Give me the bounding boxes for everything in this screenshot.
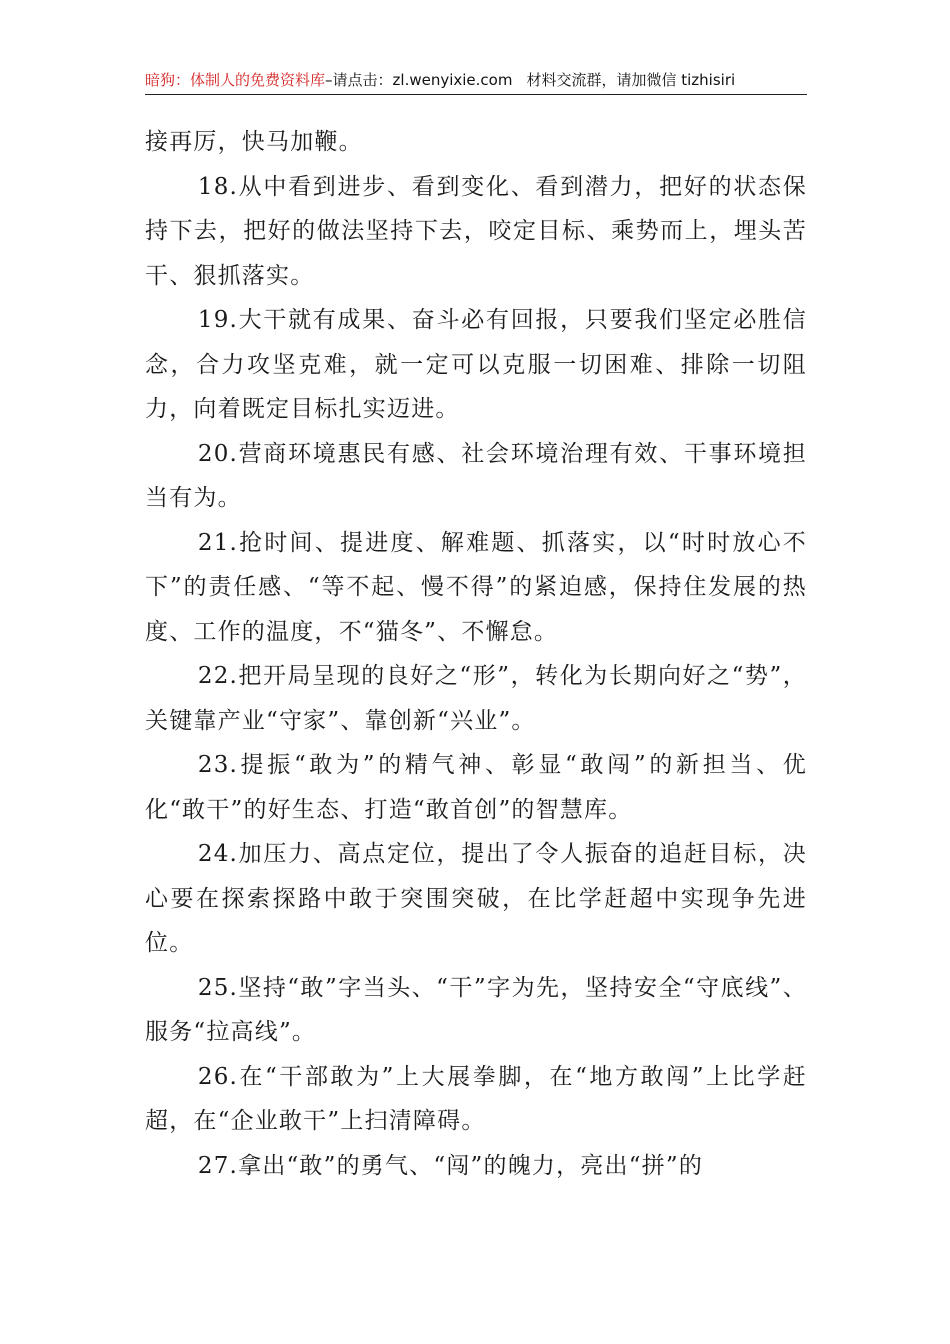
- header-click-prompt: –请点击：: [325, 71, 393, 89]
- list-item-19: 19.大干就有成果、奋斗必有回报，只要我们坚定必胜信念，合力攻坚克难，就一定可以克服一切困难、排除一切阻力，向着既定目标扎实迈进。: [145, 307, 807, 422]
- list-item-26: 26.在“干部敢为”上大展拳脚，在“地方敢闯”上比学赶超，在“企业敢干”上扫清障碍。: [145, 1063, 807, 1134]
- document-body: [145, 120, 807, 1188]
- list-item-23: 23.提振“敢为”的精气神、彰显“敢闯”的新担当、优化“敢干”的好生态、打造“敢首创”的智慧库。: [145, 752, 807, 823]
- list-item-21: 21.抢时间、提进度、解难题、抓落实，以“时时放心不下”的责任感、“等不起、慢不得”的紧迫感，保持住发展的热度、工作的温度，不“猫冬”、不懈怠。: [145, 529, 807, 645]
- page-header: [145, 70, 807, 95]
- header-brand: 暗狗：体制人的免费资料库: [145, 71, 326, 89]
- list-item-25: 25.坚持“敢”字当头、“干”字为先，坚持安全“守底线”、服务“拉高线”。: [145, 974, 807, 1045]
- list-item-24: 24.加压力、高点定位，提出了令人振奋的追赶目标，决心要在探索探路中敢于突围突破，在比学赶超中实现争先进位。: [145, 841, 807, 956]
- header-group-note: 材料交流群，请加微信 tizhisiri: [526, 71, 736, 89]
- header-url-link[interactable]: zl.wenyixie.com: [392, 71, 513, 89]
- paragraph-continuation: 接再厉，快马加鞭。: [145, 129, 363, 155]
- list-item-22: 22.把开局呈现的良好之“形”，转化为长期向好之“势”，关键靠产业“守家”、靠创新“兴业”。: [145, 663, 807, 734]
- list-item-27: 27.拿出“敢”的勇气、“闯”的魄力，亮出“拼”的: [197, 1152, 704, 1179]
- list-item-18: 18.从中看到进步、看到变化、看到潜力，把好的状态保持下去，把好的做法坚持下去，咬定目标、乘势而上，埋头苦干、狠抓落实。: [145, 173, 807, 289]
- list-item-20: 20.营商环境惠民有感、社会环境治理有效、干事环境担当有为。: [145, 440, 807, 511]
